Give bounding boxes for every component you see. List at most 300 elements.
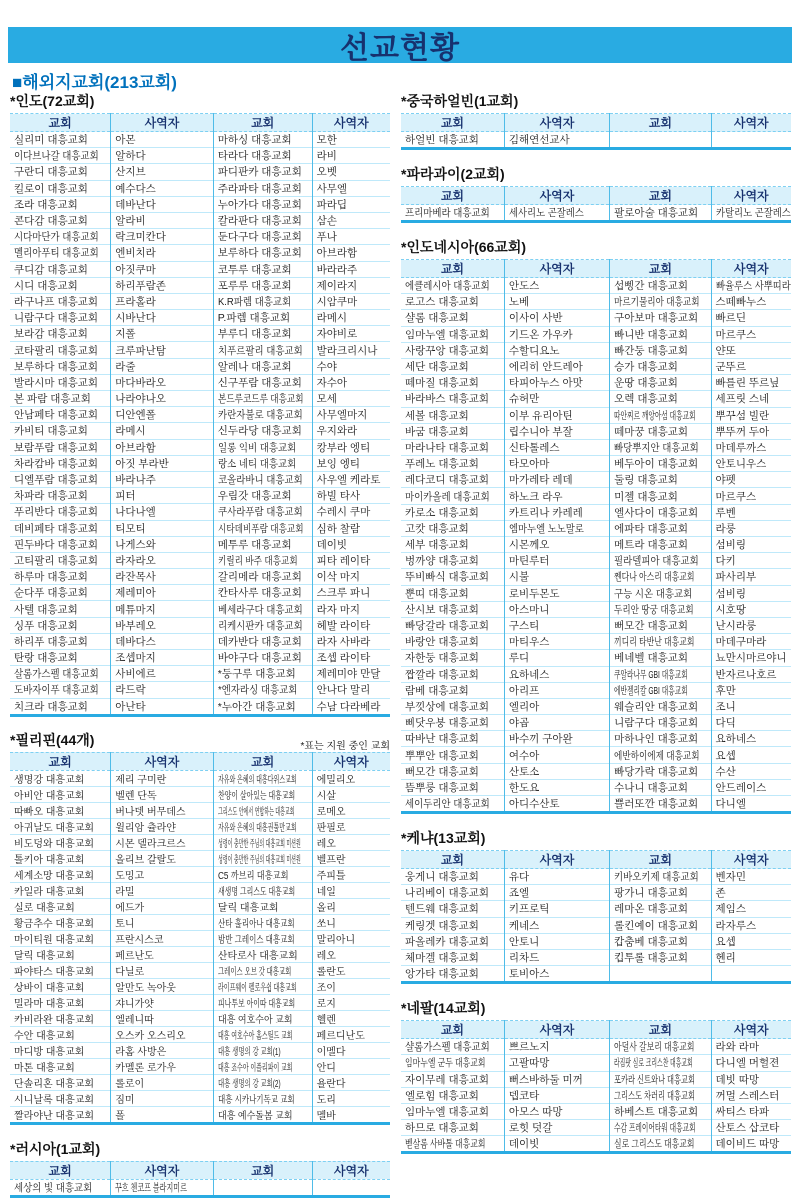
section-heading-nepal: *네팔(14교회) xyxy=(401,1000,486,1017)
table-row xyxy=(401,650,791,666)
church-cell: 신두라당 대흥교회 xyxy=(213,423,312,439)
church-cell: 치푸르팔리 대흥교회 xyxy=(213,342,312,358)
church-cell: 쁠러또깐 대흥교회 xyxy=(610,796,711,813)
church-cell: 보람푸람 대흥교회 xyxy=(10,439,111,455)
table-row xyxy=(401,504,791,520)
church-column-header: 교회 xyxy=(401,851,504,869)
table-row xyxy=(401,205,791,222)
worker-cell: 피터 xyxy=(111,488,214,504)
church-cell: 키릴리 바주 대흥교회 xyxy=(213,552,312,568)
paraguay-table xyxy=(401,186,791,223)
church-cell: 보라감 대흥교회 xyxy=(10,326,111,342)
table-row xyxy=(10,770,390,786)
church-cell: 푸리반다 대흥교회 xyxy=(10,504,111,520)
worker-cell: 사무엘마지 xyxy=(312,407,390,423)
worker-cell: 다니엘 xyxy=(711,796,791,813)
worker-cell: 나게스와 xyxy=(111,536,214,552)
church-cell: 이다브나갈 대흥교회 xyxy=(10,148,111,164)
table-row xyxy=(401,1039,791,1055)
church-cell: 체마겔 대흥교회 xyxy=(401,949,504,965)
church-cell: 뚜비빠식 대흥교회 xyxy=(401,569,504,585)
worker-cell: 데바다스 xyxy=(111,633,214,649)
worker-cell: 키프로틱 xyxy=(504,901,609,917)
church-cell: 밤반 그레이스 대흥교회 xyxy=(213,930,312,946)
table-row xyxy=(401,698,791,714)
worker-cell: 롤로이 xyxy=(111,1074,214,1090)
church-cell: 일롱 익비 대흥교회 xyxy=(213,439,312,455)
church-cell: 본드루코드루 대흥교회 xyxy=(213,391,312,407)
worker-cell: 말리아니 xyxy=(312,930,390,946)
worker-cell: 프라홀라 xyxy=(111,293,214,309)
table-row xyxy=(401,885,791,901)
worker-cell: 버나뎃 버무데스 xyxy=(111,802,214,818)
church-cell: 산타로사 대흥교회 xyxy=(213,946,312,962)
church-column-header: 교회 xyxy=(401,114,504,132)
church-cell: 엘사다이 대흥교회 xyxy=(610,504,711,520)
worker-cell: 오스카 오스리오 xyxy=(111,1026,214,1042)
church-cell: 니람구다 대흥교회 xyxy=(610,715,711,731)
table-row xyxy=(401,375,791,391)
worker-cell: 아디수산토 xyxy=(504,796,609,813)
church-cell: 베네벨 대흥교회 xyxy=(610,650,711,666)
worker-cell: 토비아스 xyxy=(504,966,609,983)
worker-cell: 제이라지 xyxy=(312,277,390,293)
table-row xyxy=(10,504,390,520)
worker-cell: 마가레타 레데 xyxy=(504,472,609,488)
worker-cell: 하빌 타사 xyxy=(312,488,390,504)
church-cell: 카일라 대흥교회 xyxy=(10,882,111,898)
worker-cell: 꺼멀 스레스터 xyxy=(711,1087,791,1103)
india-table xyxy=(10,113,390,717)
worker-cell: 타피아누스 아맛 xyxy=(504,375,609,391)
worker-cell: 멜바 xyxy=(312,1106,390,1123)
indonesia-table xyxy=(401,259,791,814)
table-row xyxy=(10,617,390,633)
church-cell: 세단 대흥교회 xyxy=(401,358,504,374)
worker-cell: 나라야나오 xyxy=(111,391,214,407)
table-row xyxy=(10,164,390,180)
church-cell: 필라델피아 대흥교회 xyxy=(610,553,711,569)
worker-cell: 뎁코타 xyxy=(504,1087,609,1103)
church-cell: 하루마 대흥교회 xyxy=(10,569,111,585)
table-row xyxy=(10,1074,390,1090)
church-column-header: 교회 xyxy=(610,851,711,869)
church-cell: 카란자불로 대흥교회 xyxy=(213,407,312,423)
church-cell: 조라 대흥교회 xyxy=(10,196,111,212)
worker-cell: 뿌꾸섬 빌란 xyxy=(711,407,791,423)
worker-cell: 다키 xyxy=(711,553,791,569)
church-cell: 타라다 대흥교회 xyxy=(213,148,312,164)
worker-cell: 벤자민 xyxy=(711,869,791,885)
table-row xyxy=(10,1010,390,1026)
table-row xyxy=(10,471,390,487)
table-row xyxy=(401,310,791,326)
worker-cell: 리차드 xyxy=(504,949,609,965)
table-row xyxy=(10,1179,390,1196)
table-row xyxy=(401,358,791,374)
church-cell: 에반하이에제 대흥교회 xyxy=(610,747,711,763)
church-cell: 사랑꾸앙 대흥교회 xyxy=(401,342,504,358)
church-cell: 키바오키제 대흥교회 xyxy=(610,869,711,885)
church-cell: 뻐모간 대흥교회 xyxy=(401,763,504,779)
church-cell: 산시보 대흥교회 xyxy=(401,601,504,617)
worker-cell: 죠엘 xyxy=(504,885,609,901)
church-column-header: 교회 xyxy=(10,752,111,770)
church-cell: 레다코디 대흥교회 xyxy=(401,472,504,488)
worker-cell: 타모아마 xyxy=(504,456,609,472)
church-cell: 라이프웨이 펠로우쉽 대흥교회 xyxy=(213,978,312,994)
church-column-header: 교회 xyxy=(401,260,504,278)
worker-cell: 수레시 쿠마 xyxy=(312,504,390,520)
table-row xyxy=(10,1090,390,1106)
church-cell: *둥구루 대흥교회 xyxy=(213,666,312,682)
worker-cell: 모세 xyxy=(312,391,390,407)
worker-cell: 로힛 덧갈 xyxy=(504,1120,609,1136)
worker-cell: 아스마니 xyxy=(504,601,609,617)
church-cell: 대흥 시카나기독교 교회 xyxy=(213,1090,312,1106)
worker-cell: 자수아 xyxy=(312,374,390,390)
overseas-churches-heading: ■해외지교회(213교회) xyxy=(12,73,177,92)
church-cell: 임마누엘 대흥교회 xyxy=(401,1103,504,1119)
church-cell: 파야타스 대흥교회 xyxy=(10,962,111,978)
church-cell: 마르기물리아 대흥교회 xyxy=(610,294,711,310)
table-row xyxy=(401,472,791,488)
table-row xyxy=(10,866,390,882)
church-cell: 케링겟 대흥교회 xyxy=(401,917,504,933)
church-cell: 파올레카 대흥교회 xyxy=(401,933,504,949)
table-row xyxy=(10,1042,390,1058)
worker-cell: 케네스 xyxy=(504,917,609,933)
table-row xyxy=(10,1106,390,1123)
worker-cell: 페르디난도 xyxy=(312,1026,390,1042)
church-cell: 주라파타 대흥교회 xyxy=(213,180,312,196)
worker-cell: 네일 xyxy=(312,882,390,898)
church-cell: 안남페타 대흥교회 xyxy=(10,407,111,423)
worker-cell: 마데루까스 xyxy=(711,439,791,455)
table-row xyxy=(401,132,791,149)
church-cell: 바랑안 대흥교회 xyxy=(401,634,504,650)
table-row xyxy=(10,633,390,649)
worker-cell: 올리브 갈랄도 xyxy=(111,850,214,866)
table-row xyxy=(401,715,791,731)
worker-cell: 이부 유리아틴 xyxy=(504,407,609,423)
worker-cell: 요하네스 xyxy=(504,666,609,682)
worker-cell: 스떼빠누스 xyxy=(711,294,791,310)
worker-cell: 라줄 xyxy=(111,358,214,374)
worker-cell: 알만도 녹아웃 xyxy=(111,978,214,994)
table-row xyxy=(10,423,390,439)
church-column-header: 교회 xyxy=(213,1161,312,1179)
church-cell: 자유와 은혜의 대흥다위스교회 xyxy=(213,770,312,786)
table-row xyxy=(401,537,791,553)
worker-cell: 라밀 xyxy=(111,882,214,898)
church-cell: 앙가타 대흥교회 xyxy=(401,966,504,983)
table-row xyxy=(10,326,390,342)
table-row xyxy=(401,966,791,983)
church-column-header: 교회 xyxy=(610,1021,711,1039)
church-cell: 메투루 대흥교회 xyxy=(213,536,312,552)
worker-cell: 라메시 xyxy=(111,423,214,439)
section-heading-china: *중국하얼빈(1교회) xyxy=(401,93,519,109)
worker-cell: 라자라오 xyxy=(111,552,214,568)
church-cell: 마하나인 대흥교회 xyxy=(610,731,711,747)
worker-cell: 이사이 사반 xyxy=(504,310,609,326)
table-row xyxy=(401,456,791,472)
worker-cell: 벨프란 xyxy=(312,850,390,866)
table-row xyxy=(10,585,390,601)
table-row xyxy=(401,294,791,310)
worker-cell: 마르쿠스 xyxy=(711,488,791,504)
worker-cell: 안디 xyxy=(312,1058,390,1074)
table-row xyxy=(401,326,791,342)
worker-cell: 메튜마지 xyxy=(111,601,214,617)
worker-cell: 헨리 xyxy=(711,949,791,965)
church-cell: 시니날록 대흥교회 xyxy=(10,1090,111,1106)
worker-cell: 알라비 xyxy=(111,212,214,228)
church-cell: 라짐팟 실로 크리스찬 대흥교회 xyxy=(610,1055,711,1071)
church-cell: 세부 대흥교회 xyxy=(401,537,504,553)
worker-column-header: 사역자 xyxy=(312,1161,390,1179)
table-header-row xyxy=(10,752,390,770)
worker-cell: 유다 xyxy=(504,869,609,885)
church-cell: 임마누엘 군두 대흥교회 xyxy=(401,1055,504,1071)
worker-cell: 라자 마지 xyxy=(312,601,390,617)
china-harbin-table xyxy=(401,113,791,150)
worker-cell: 조셉마지 xyxy=(111,650,214,666)
church-cell: 카비티 대흥교회 xyxy=(10,423,111,439)
support-footnote: *표는 지원 중인 교회 xyxy=(300,740,390,752)
church-cell: 떼마질 대흥교회 xyxy=(401,375,504,391)
church-cell: 포루루 대흥교회 xyxy=(213,277,312,293)
church-cell: 두리안 땅궁 대흥교회 xyxy=(610,601,711,617)
worker-cell: 에드가 xyxy=(111,898,214,914)
worker-column-header: 사역자 xyxy=(504,851,609,869)
table-row xyxy=(10,898,390,914)
church-cell: 뻐모간 대흥교회 xyxy=(610,617,711,633)
worker-cell: 기드온 가우카 xyxy=(504,326,609,342)
worker-cell: 에밀리오 xyxy=(312,770,390,786)
worker-column-header: 사역자 xyxy=(312,752,390,770)
church-cell: 상바이 대흥교회 xyxy=(10,978,111,994)
church-column-header: 교회 xyxy=(610,187,711,205)
worker-cell: 루벤 xyxy=(711,504,791,520)
table-row xyxy=(10,261,390,277)
philippines-table xyxy=(10,752,390,1125)
church-cell: 멜리아푸티 대흥교회 xyxy=(10,245,111,261)
worker-cell: 아난타 xyxy=(111,698,214,715)
church-cell: 본 파람 대흥교회 xyxy=(10,391,111,407)
church-cell: 아비안 대흥교회 xyxy=(10,786,111,802)
church-cell: 산타 훌리아나 대흥교회 xyxy=(213,914,312,930)
worker-cell: 벨렌 단독 xyxy=(111,786,214,802)
table-row xyxy=(401,1055,791,1071)
church-cell: 갈리메라 대흥교회 xyxy=(213,569,312,585)
worker-cell: 바부레오 xyxy=(111,617,214,633)
worker-cell: 이삭 마지 xyxy=(312,569,390,585)
worker-cell: 티모티 xyxy=(111,520,214,536)
worker-cell: 빠르딘 xyxy=(711,310,791,326)
church-cell: 임마누엘 대흥교회 xyxy=(401,326,504,342)
church-cell: 하므로 대흥교회 xyxy=(401,1120,504,1136)
church-cell: 새생명 그리스도 대흥교회 xyxy=(213,882,312,898)
church-cell: 찬양이 살아있는 대흥교회 xyxy=(213,786,312,802)
church-cell: 둘링 대흥교회 xyxy=(610,472,711,488)
table-row xyxy=(10,666,390,682)
worker-cell: 디안엔폴 xyxy=(111,407,214,423)
worker-cell: 노베 xyxy=(504,294,609,310)
nepal-table xyxy=(401,1020,791,1154)
table-row xyxy=(401,1136,791,1153)
worker-cell: 라홈 사방은 xyxy=(111,1042,214,1058)
church-cell: 에반젤리칼 GBI 대흥교회 xyxy=(610,682,711,698)
church-cell: 고티팔리 대흥교회 xyxy=(10,552,111,568)
table-row xyxy=(401,1103,791,1119)
church-cell: 그리스도 차러리 대흥교회 xyxy=(610,1087,711,1103)
church-cell xyxy=(610,132,711,149)
church-cell: 쿠사라푸람 대흥교회 xyxy=(213,504,312,520)
worker-cell: 도리 xyxy=(312,1090,390,1106)
church-cell: 샬롬가스펠 대흥교회 xyxy=(405,1041,490,1054)
church-cell: 고캇 대흥교회 xyxy=(401,520,504,536)
worker-cell: 뇨만시마르야니 xyxy=(711,650,791,666)
church-cell: 수나니 대흥교회 xyxy=(610,779,711,795)
worker-cell: 데이빗 xyxy=(312,536,390,552)
table-row xyxy=(401,1120,791,1136)
table-row xyxy=(401,342,791,358)
table-row xyxy=(401,569,791,585)
church-cell: 로고스 대흥교회 xyxy=(401,294,504,310)
worker-cell: 요하네스 xyxy=(711,731,791,747)
table-header-row xyxy=(10,1161,390,1179)
church-cell: 빠당가락 대흥교회 xyxy=(610,763,711,779)
church-cell: 킬로이 대흥교회 xyxy=(10,180,111,196)
worker-cell: 아모스 따망 xyxy=(504,1103,609,1119)
table-row xyxy=(401,278,791,294)
church-cell: 신구푸람 대흥교회 xyxy=(213,374,312,390)
church-cell: 사텔 대흥교회 xyxy=(10,601,111,617)
church-cell: 샬롬 대흥교회 xyxy=(401,310,504,326)
table-row xyxy=(401,439,791,455)
church-cell: 칸타사루 대흥교회 xyxy=(213,585,312,601)
section-heading-kenya: *케냐(13교회) xyxy=(401,830,486,846)
worker-cell: 시호땅 xyxy=(711,601,791,617)
section-heading-russia: *러시아(1교회) xyxy=(10,1140,101,1157)
church-cell: 에클레시아 대흥교회 xyxy=(405,280,490,293)
table-row xyxy=(10,682,390,698)
church-column-header: 교회 xyxy=(213,114,312,132)
church-cell: 발라시마 대흥교회 xyxy=(10,374,111,390)
worker-cell: 나다나엘 xyxy=(111,504,214,520)
church-cell: 끼디리 타반난 대흥교회 xyxy=(610,634,711,650)
church-cell: K.R파렘 대흥교회 xyxy=(213,293,312,309)
church-cell: 라구나프 대흥교회 xyxy=(10,293,111,309)
worker-cell: 안토니우스 xyxy=(711,456,791,472)
title-bar xyxy=(8,27,792,63)
worker-cell: 하리푸람존 xyxy=(111,277,214,293)
church-cell: 카로소 대흥교회 xyxy=(401,504,504,520)
church-cell: 구능 시온 대흥교회 xyxy=(610,585,711,601)
church-cell: 달릭 대흥교회 xyxy=(213,898,312,914)
worker-cell: 시바난다 xyxy=(111,310,214,326)
church-cell: 대흥 예수돌봄 교회 xyxy=(213,1106,312,1123)
table-row xyxy=(10,994,390,1010)
table-row xyxy=(401,731,791,747)
worker-cell: 안나다 말리 xyxy=(312,682,390,698)
church-cell: 시디 대흥교회 xyxy=(10,277,111,293)
church-cell: 나리베이 대흥교회 xyxy=(401,885,504,901)
worker-cell: 라잔목사 xyxy=(111,569,214,585)
worker-cell: 바라라주 xyxy=(312,261,390,277)
table-row xyxy=(10,132,390,148)
table-row xyxy=(401,601,791,617)
table-row xyxy=(10,834,390,850)
worker-cell: 보잉 엥티 xyxy=(312,455,390,471)
church-cell: 수감 프레이어타워 대흥교회 xyxy=(610,1120,711,1136)
table-row xyxy=(10,786,390,802)
worker-cell: 산지브 xyxy=(111,164,214,180)
worker-cell: 조이 xyxy=(312,978,390,994)
church-cell: 자한둥 대흥교회 xyxy=(401,650,504,666)
table-row xyxy=(10,698,390,715)
worker-cell: 지폴 xyxy=(111,326,214,342)
church-cell: 에파타 대흥교회 xyxy=(610,520,711,536)
worker-cell: 야펫 xyxy=(711,472,791,488)
worker-cell: 사무엘 xyxy=(312,180,390,196)
worker-column-header: 사역자 xyxy=(111,114,214,132)
worker-cell: 아짓 부라반 xyxy=(111,455,214,471)
church-cell: 단솔리혼 대흥교회 xyxy=(10,1074,111,1090)
table-row xyxy=(401,779,791,795)
page-title: 선교현황 xyxy=(340,32,460,65)
church-column-header: 교회 xyxy=(213,752,312,770)
worker-cell: 제레미야 만달 xyxy=(312,666,390,682)
worker-cell: 슈허만 xyxy=(504,391,609,407)
worker-cell: 제레미아 xyxy=(111,585,214,601)
worker-cell: 바라나주 xyxy=(111,471,214,487)
worker-cell: 다닐로 xyxy=(111,962,214,978)
worker-cell: 엔비치라 xyxy=(111,245,214,261)
section-heading-india: *인도(72교회) xyxy=(10,93,95,109)
table-row xyxy=(10,180,390,196)
table-row xyxy=(10,850,390,866)
church-cell: 차라캄바 대흥교회 xyxy=(10,455,111,471)
table-row xyxy=(10,1058,390,1074)
church-cell: 구아보마 대흥교회 xyxy=(610,310,711,326)
worker-column-header: 사역자 xyxy=(312,114,390,132)
worker-cell: 알하다 xyxy=(111,148,214,164)
table-row xyxy=(10,277,390,293)
worker-cell: 라자 사바라 xyxy=(312,633,390,649)
worker-cell: 하노크 라우 xyxy=(504,488,609,504)
worker-column-header: 사역자 xyxy=(711,851,791,869)
worker-cell: 파사리부 xyxy=(711,569,791,585)
church-cell: 세이두리안 대흥교회 xyxy=(401,796,504,813)
worker-cell: 오벳 xyxy=(312,164,390,180)
table-row xyxy=(10,293,390,309)
church-cell: 데비페타 대흥교회 xyxy=(10,520,111,536)
church-cell: 마이티원 대흥교회 xyxy=(10,930,111,946)
worker-cell: 아리프 xyxy=(504,682,609,698)
worker-cell: 안도스 xyxy=(504,278,609,294)
church-cell: 메트라 대흥교회 xyxy=(610,537,711,553)
table-row xyxy=(10,946,390,962)
worker-column-header: 사역자 xyxy=(711,114,791,132)
section-heading-philippines: *필리핀(44개) xyxy=(10,731,95,748)
church-cell: 삐닷우붕 대흥교회 xyxy=(401,715,504,731)
table-row xyxy=(401,488,791,504)
church-cell: 하리푸 대흥교회 xyxy=(10,633,111,649)
worker-cell: 라룽 xyxy=(711,520,791,536)
